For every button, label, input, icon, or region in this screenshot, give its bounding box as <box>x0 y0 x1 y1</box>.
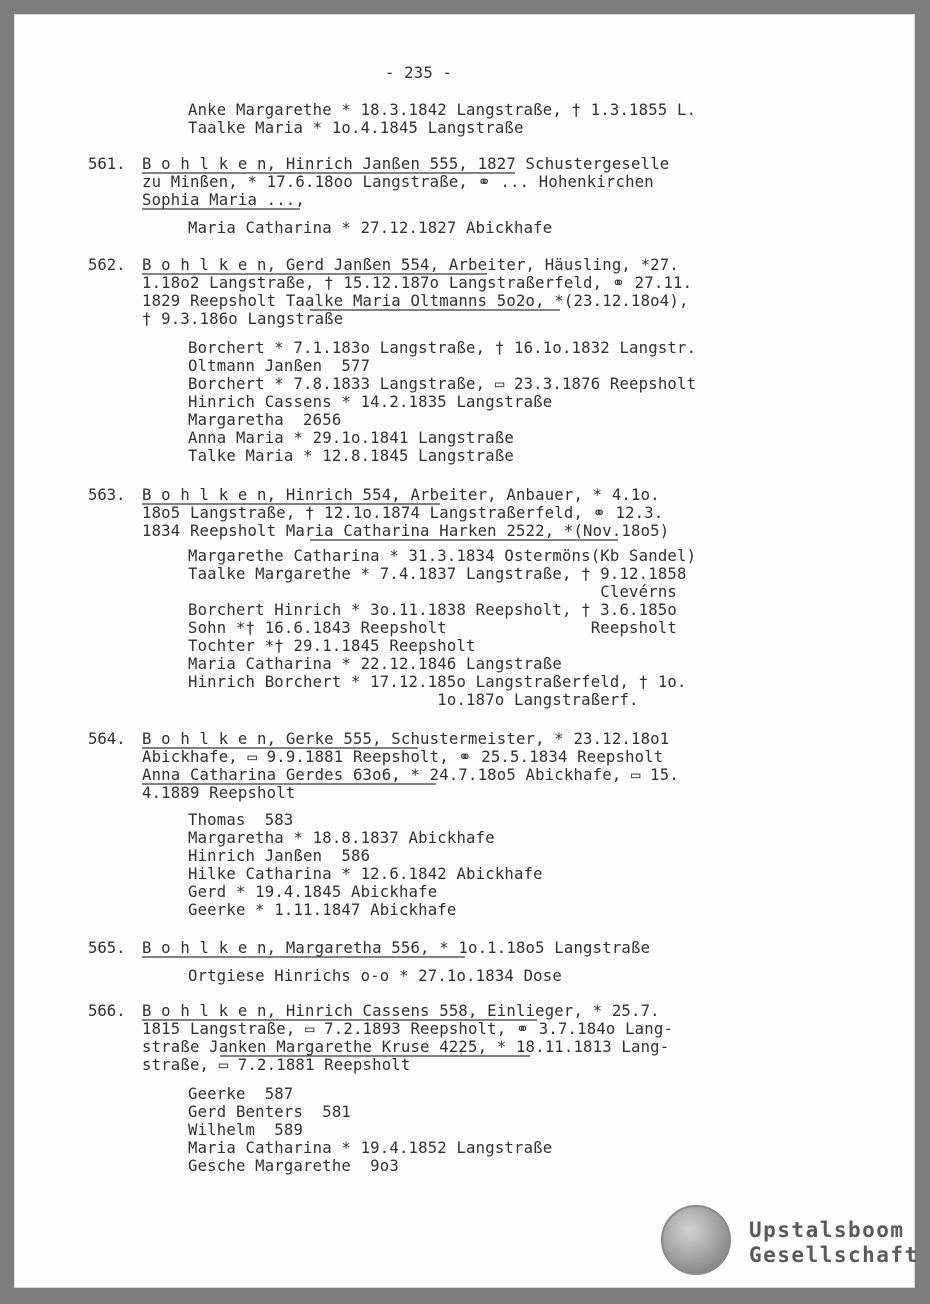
child-line: Sohn *† 16.6.1843 Reepsholt Reepsholt <box>188 619 677 637</box>
entry-header-line: B o h l k e n, Hinrich Cassens 558, Einlieger, * 25.7. <box>142 1002 660 1020</box>
entry-header-line: Abickhafe, ▭ 9.9.1881 Reepsholt, ⚭ 25.5.1834 Reepsholt <box>142 748 664 766</box>
entry-header-line: B o h l k e n, Gerd Janßen 554, Arbeiter, Häusling, *27. <box>142 256 679 274</box>
logo-line-2: Gesellschaft <box>749 1243 919 1267</box>
entry-header-line: 1829 Reepsholt Taalke Maria Oltmanns 5o2o, *(23.12.18o4), <box>142 292 689 310</box>
child-line: Thomas 583 <box>188 811 294 829</box>
entry-header-line: 1834 Reepsholt Maria Catharina Harken 2522, *(Nov.18o5) <box>142 522 670 540</box>
page-number: - 235 - <box>385 64 453 82</box>
child-line: Margaretha 2656 <box>188 411 342 429</box>
entry-header-line: Sophia Maria ..., <box>142 191 305 209</box>
entry-number: 565. <box>88 939 126 957</box>
entry-header-line: 1815 Langstraße, ▭ 7.2.1893 Reepsholt, ⚭ 3.7.184o Lang- <box>142 1020 674 1038</box>
entry-header-line: 4.1889 Reepsholt <box>142 784 296 802</box>
child-line: Hinrich Janßen 586 <box>188 847 371 865</box>
child-line: Ortgiese Hinrichs o-o * 27.1o.1834 Dose <box>188 967 562 985</box>
preamble-line: Anke Margarethe * 18.3.1842 Langstraße, † 1.3.1855 L. <box>188 101 697 119</box>
child-line: Geerke * 1.11.1847 Abickhafe <box>188 901 457 919</box>
entry-header-line: B o h l k e n, Gerke 555, Schustermeister, * 23.12.18o1 <box>142 730 670 748</box>
entry-header-line: † 9.3.186o Langstraße <box>142 310 344 328</box>
child-line: Gerd * 19.4.1845 Abickhafe <box>188 883 438 901</box>
child-line: Geerke 587 <box>188 1085 294 1103</box>
child-line: Margarethe Catharina * 31.3.1834 Ostermöns(Kb Sandel) <box>188 547 697 565</box>
child-line: Gesche Margarethe 9o3 <box>188 1157 399 1175</box>
entry-number: 561. <box>88 155 126 173</box>
entry-number: 563. <box>88 486 126 504</box>
child-line: Tochter *† 29.1.1845 Reepsholt <box>188 637 476 655</box>
entry-header-line: zu Minßen, * 17.6.18oo Langstraße, ⚭ ... Hohenkirchen <box>142 173 654 191</box>
child-line: Hinrich Cassens * 14.2.1835 Langstraße <box>188 393 553 411</box>
child-line: Hilke Catharina * 12.6.1842 Abickhafe <box>188 865 543 883</box>
child-line: Borchert Hinrich * 3o.11.1838 Reepsholt, † 3.6.185o <box>188 601 677 619</box>
entry-header-line: B o h l k e n, Hinrich 554, Arbeiter, Anbauer, * 4.1o. <box>142 486 660 504</box>
child-line: 1o.187o Langstraßerf. <box>188 691 639 709</box>
entry-header-line: Anna Catharina Gerdes 63o6, * 24.7.18o5 Abickhafe, ▭ 15. <box>142 766 679 784</box>
child-line: Wilhelm 589 <box>188 1121 304 1139</box>
child-line: Anna Maria * 29.1o.1841 Langstraße <box>188 429 514 447</box>
society-seal-icon <box>661 1205 731 1275</box>
entry-header-line: straße, ▭ 7.2.1881 Reepsholt <box>142 1056 411 1074</box>
entry-header-line: 1.18o2 Langstraße, † 15.12.187o Langstraßerfeld, ⚭ 27.11. <box>142 274 693 292</box>
logo-line-1: Upstalsboom <box>749 1218 905 1242</box>
child-line: Maria Catharina * 19.4.1852 Langstraße <box>188 1139 553 1157</box>
entry-number: 564. <box>88 730 126 748</box>
entry-header-line: B o h l k e n, Hinrich Janßen 555, 1827 Schustergeselle <box>142 155 670 173</box>
entry-number: 566. <box>88 1002 126 1020</box>
child-line: Borchert * 7.1.183o Langstraße, † 16.1o.1832 Langstr. <box>188 339 697 357</box>
child-line: Hinrich Borchert * 17.12.185o Langstraßerfeld, † 1o. <box>188 673 687 691</box>
child-line: Gerd Benters 581 <box>188 1103 351 1121</box>
child-line: Talke Maria * 12.8.1845 Langstraße <box>188 447 514 465</box>
child-line: Borchert * 7.8.1833 Langstraße, ▭ 23.3.1876 Reepsholt <box>188 375 697 393</box>
entry-number: 562. <box>88 256 126 274</box>
entry-header-line: B o h l k e n, Margaretha 556, * 1o.1.18o5 Langstraße <box>142 939 651 957</box>
child-line: Maria Catharina * 27.12.1827 Abickhafe <box>188 219 553 237</box>
child-line: Maria Catharina * 22.12.1846 Langstraße <box>188 655 562 673</box>
preamble-line: Taalke Maria * 1o.4.1845 Langstraße <box>188 119 524 137</box>
child-line: Oltmann Janßen 577 <box>188 357 371 375</box>
entry-header-line: straße Janken Margarethe Kruse 4225, * 18.11.1813 Lang- <box>142 1038 670 1056</box>
child-line: Clevérns <box>188 583 677 601</box>
child-line: Taalke Margarethe * 7.4.1837 Langstraße, † 9.12.1858 <box>188 565 687 583</box>
child-line: Margaretha * 18.8.1837 Abickhafe <box>188 829 495 847</box>
entry-header-line: 18o5 Langstraße, † 12.1o.1874 Langstraßerfeld, ⚭ 12.3. <box>142 504 664 522</box>
